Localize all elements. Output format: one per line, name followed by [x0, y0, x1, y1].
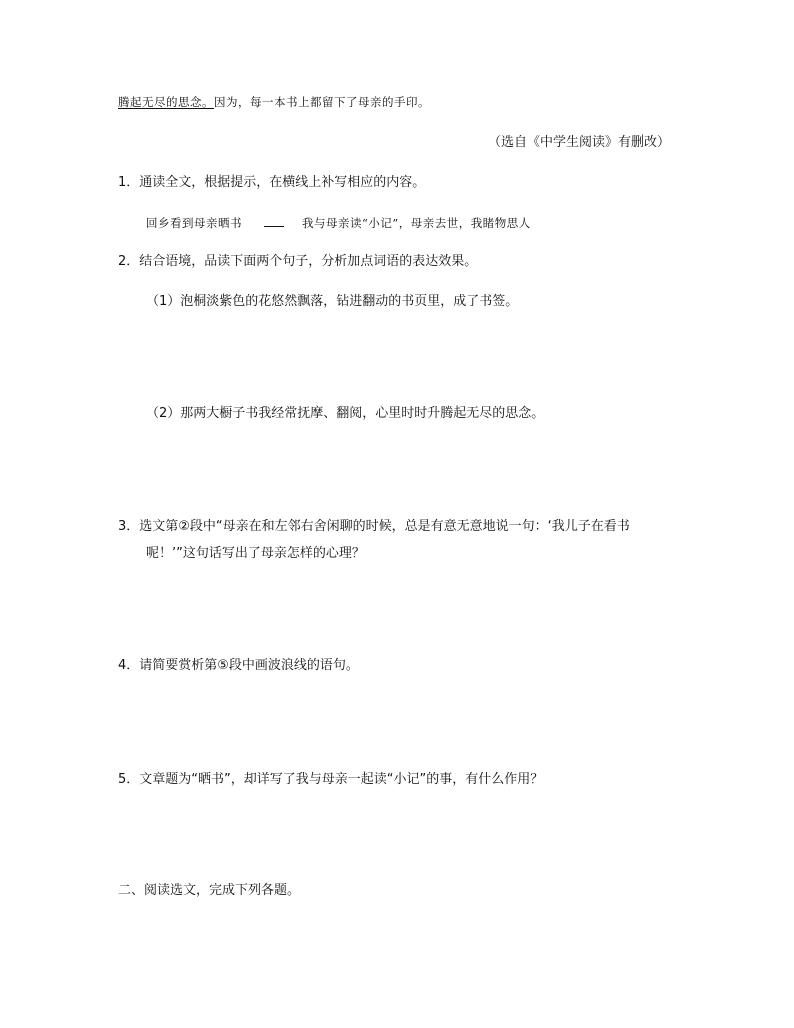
question-2-sub-2: （2）那两大橱子书我经常抚摩、翻阅，心里时时升腾起无尽的思念。 — [146, 406, 545, 421]
question-text: 文章题为“晒书”，却详写了我与母亲一起读“小记”的事，有什么作用？ — [139, 772, 544, 787]
question-4 — [118, 657, 359, 675]
hint-left: 回乡看到母亲晒书 — [146, 216, 242, 230]
question-text: 选文第②段中“母亲在和左邻右舍闲聊的时候，总是有意无意地说一句：‘我儿子在看书 — [139, 519, 630, 534]
hint-right: 我与母亲读“小记”，母亲去世，我睹物思人 — [302, 216, 531, 230]
question-2 — [118, 253, 477, 271]
question-text: 请简要赏析第⑤段中画波浪线的语句。 — [139, 658, 359, 673]
question-5 — [118, 771, 543, 789]
section-two-heading: 二、阅读选文，完成下列各题。 — [118, 883, 301, 898]
continuation-line — [118, 93, 430, 111]
question-text: 通读全文，根据提示，在横线上补写相应的内容。 — [139, 175, 426, 190]
question-number: 2． — [118, 254, 140, 269]
answer-blank[interactable] — [264, 214, 284, 227]
question-1-hint — [146, 214, 531, 232]
question-number: 5． — [118, 772, 140, 787]
question-3-continued: 呢！’”这句话写出了母亲怎样的心理？ — [146, 546, 365, 561]
continuation-text: 因为，每一本书上都留下了母亲的手印。 — [214, 95, 430, 109]
question-text: 结合语境，品读下面两个句子，分析加点词语的表达效果。 — [139, 254, 478, 269]
question-2-sub-1: （1）泡桐淡紫色的花悠然飘落，钻进翻动的书页里，成了书签。 — [146, 294, 519, 309]
question-number: 1． — [118, 175, 140, 190]
question-number: 4． — [118, 658, 140, 673]
question-number: 3． — [118, 519, 140, 534]
underlined-text: 腾起无尽的思念。 — [118, 95, 214, 109]
question-3 — [118, 518, 630, 536]
question-1 — [118, 174, 425, 192]
source-citation: （选自《中学生阅读》有删改） — [487, 135, 670, 150]
